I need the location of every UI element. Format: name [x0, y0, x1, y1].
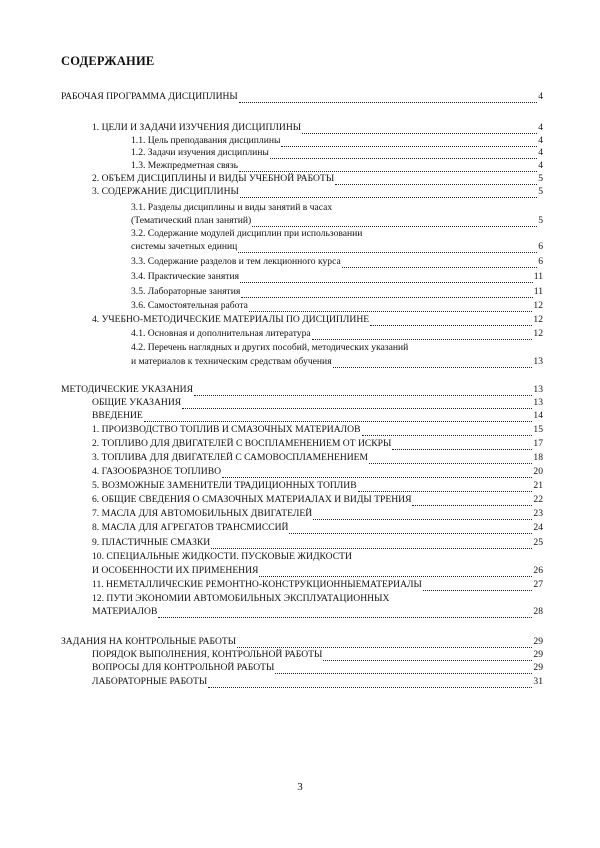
toc-entry-text: (Тематический план занятий)	[131, 215, 252, 226]
toc-entry-text: 9. ПЛАСТИЧНЫЕ СМАЗКИ	[92, 537, 211, 548]
toc-entry-page: 31	[533, 676, 543, 687]
toc-entry-page: 27	[533, 579, 543, 590]
toc-entry[interactable]	[92, 565, 543, 577]
toc-entry-page: 5	[538, 173, 543, 184]
toc-entry-page: 23	[533, 508, 543, 519]
toc-entry-text: 1. ЦЕЛИ И ЗАДАЧИ ИЗУЧЕНИЯ ДИСЦИПЛИНЫ	[92, 122, 302, 133]
toc-entry-page: 20	[533, 466, 543, 477]
toc-entry[interactable]	[92, 424, 543, 436]
toc-entry-text: 4. ГАЗООБРАЗНОЕ ТОПЛИВО	[92, 466, 222, 477]
toc-entry[interactable]	[131, 328, 543, 340]
toc-entry-text: 1. ПРОИЗВОДСТВО ТОПЛИВ И СМАЗОЧНЫХ МАТЕРИАЛОВ	[92, 424, 361, 435]
toc-entry[interactable]	[131, 286, 543, 298]
toc-entry[interactable]	[92, 466, 543, 478]
toc-entry[interactable]	[92, 676, 543, 688]
toc-entry[interactable]	[92, 122, 543, 134]
dot-leader	[240, 188, 537, 198]
toc-entry-page: 18	[533, 452, 543, 463]
toc-entry-text: 1.1. Цель преподавания дисциплины	[131, 135, 281, 146]
toc-entry-page: 13	[533, 356, 543, 367]
toc-entry[interactable]	[131, 241, 543, 253]
toc-entry[interactable]	[92, 173, 543, 185]
toc-entry-page: 15	[533, 424, 543, 435]
dot-leader	[275, 664, 532, 674]
toc-entry[interactable]	[92, 410, 543, 422]
dot-leader	[302, 124, 537, 134]
dot-leader	[252, 217, 537, 227]
toc-entry-text: 3.5. Лабораторные занятия	[131, 286, 241, 297]
dot-leader	[270, 149, 537, 159]
toc-entry-text: ВВЕДЕНИЕ	[92, 410, 143, 421]
toc-entry-text: 3.2. Содержание модулей дисциплин при использовании	[131, 228, 363, 239]
toc-entry-page: 12	[533, 328, 543, 339]
toc-entry-text: ЛАБОРАТОРНЫЕ РАБОТЫ	[92, 676, 208, 687]
toc-entry-text: системы зачетных единиц	[131, 241, 238, 252]
toc-entry[interactable]	[92, 494, 543, 506]
toc-entry-text: 10. СПЕЦИАЛЬНЫЕ ЖИДКОСТИ. ПУСКОВЫЕ ЖИДКОСТИ	[92, 551, 352, 562]
toc-entry[interactable]	[92, 508, 543, 520]
dot-leader	[259, 567, 532, 577]
dot-leader	[333, 358, 533, 368]
toc-entry-text: 3.4. Практические занятия	[131, 271, 240, 282]
toc-entry-page: 4	[538, 91, 543, 102]
toc-entry[interactable]	[92, 452, 543, 464]
toc-entry-page: 11	[533, 271, 543, 282]
toc-entry-page: 17	[533, 438, 543, 449]
toc-entry-page: 4	[538, 122, 543, 133]
toc-entry[interactable]	[131, 160, 543, 172]
dot-leader	[289, 524, 532, 534]
toc-entry[interactable]	[131, 135, 543, 147]
toc-entry-page: 6	[538, 256, 543, 267]
toc-entry-text: и материалов к техническим средствам обучения	[131, 356, 332, 367]
dot-leader	[369, 454, 532, 464]
toc-entry-text: РАБОЧАЯ ПРОГРАММА ДИСЦИПЛИНЫ	[61, 91, 238, 102]
toc-entry-text: 3. СОДЕРЖАНИЕ ДИСЦИПЛИНЫ	[92, 186, 239, 197]
dot-leader	[249, 302, 533, 312]
toc-entry-page: 22	[533, 494, 543, 505]
toc-entry-text: 6. ОБЩИЕ СВЕДЕНИЯ О СМАЗОЧНЫХ МАТЕРИАЛАХ И ВИДЫ ТРЕНИЯ	[92, 494, 412, 505]
toc-entry-text: 1.3. Межпредметная связь	[131, 160, 238, 171]
dot-leader	[281, 137, 537, 147]
dot-leader	[323, 651, 532, 661]
toc-entry-text: МЕТОДИЧЕСКИЕ УКАЗАНИЯ	[61, 384, 193, 395]
toc-entry-page: 4	[538, 135, 543, 146]
dot-leader	[241, 288, 532, 298]
toc-entry[interactable]	[92, 480, 543, 492]
dot-leader	[222, 468, 532, 478]
toc-entry-page: 28	[533, 606, 543, 617]
dot-leader	[370, 316, 532, 326]
dot-leader	[313, 510, 532, 520]
toc-entry-text: 12. ПУТИ ЭКОНОМИИ АВТОМОБИЛЬНЫХ ЭКСПЛУАТАЦИОННЫХ	[92, 593, 390, 604]
toc-entry-text: 4.2. Перечень наглядных и других пособий, методических указаний	[131, 342, 409, 353]
page-title: СОДЕРЖАНИЕ	[61, 54, 155, 68]
toc-entry-text: МАТЕРИАЛОВ	[92, 606, 158, 617]
toc-entry-text: 4. УЧЕБНО-МЕТОДИЧЕСКИЕ МАТЕРИАЛЫ ПО ДИСЦИПЛИНЕ	[92, 314, 370, 325]
dot-leader	[358, 482, 533, 492]
dot-leader	[182, 399, 532, 409]
toc-entry-text: 3.3. Содержание разделов и тем лекционного курса	[131, 256, 341, 267]
toc-entry[interactable]	[92, 314, 543, 326]
toc-entry-page: 5	[538, 186, 543, 197]
toc-entry-text: 2. ТОПЛИВО ДЛЯ ДВИГАТЕЛЕЙ С ВОСПЛАМЕНЕНИЕМ ОТ ИСКРЫ	[92, 438, 392, 449]
toc-entry[interactable]	[92, 522, 543, 534]
dot-leader	[239, 162, 537, 172]
page-number: 3	[297, 781, 303, 793]
dot-leader	[211, 539, 532, 549]
dot-leader	[392, 440, 532, 450]
toc-entry-text: 5. ВОЗМОЖНЫЕ ЗАМЕНИТЕЛИ ТРАДИЦИОННЫХ ТОПЛИВ	[92, 480, 357, 491]
toc-entry[interactable]	[92, 537, 543, 549]
toc-entry-page: 4	[538, 160, 543, 171]
dot-leader	[239, 93, 537, 103]
toc-entry-page: 12	[533, 300, 543, 311]
toc-entry-page: 24	[533, 522, 543, 533]
toc-entry[interactable]	[61, 91, 543, 103]
toc-entry[interactable]	[131, 215, 543, 227]
toc-entry[interactable]	[61, 384, 543, 396]
toc-entry[interactable]	[92, 397, 543, 409]
toc-entry[interactable]	[92, 662, 543, 674]
toc-entry-page: 26	[533, 565, 543, 576]
toc-entry-text: И ОСОБЕННОСТИ ИХ ПРИМЕНЕНИЯ	[92, 565, 259, 576]
toc-entry-text: 8. МАСЛА ДЛЯ АГРЕГАТОВ ТРАНСМИССИЙ	[92, 522, 289, 533]
dot-leader	[144, 412, 533, 422]
dot-leader	[237, 638, 532, 648]
toc-entry-text: 3. ТОПЛИВА ДЛЯ ДВИГАТЕЛЕЙ С САМОВОСПЛАМЕНЕНИЕМ	[92, 452, 369, 463]
toc-entry-text: 4.1. Основная и дополнительная литература	[131, 328, 311, 339]
toc-entry[interactable]	[92, 186, 543, 198]
dot-leader	[362, 426, 533, 436]
toc-entry-text: ЗАДАНИЯ НА КОНТРОЛЬНЫЕ РАБОТЫ	[61, 636, 237, 647]
toc-entry-page: 14	[533, 410, 543, 421]
toc-entry[interactable]	[131, 147, 543, 159]
toc-entry-page: 11	[533, 286, 543, 297]
dot-leader	[312, 330, 533, 340]
toc-entry[interactable]	[92, 606, 543, 618]
dot-leader	[194, 386, 532, 396]
toc-entry[interactable]	[131, 271, 543, 283]
toc-entry-page: 29	[533, 662, 543, 673]
toc-entry-page: 5	[538, 215, 543, 226]
toc-entry-page: 13	[533, 384, 543, 395]
toc-entry[interactable]	[61, 636, 543, 648]
dot-leader	[208, 678, 532, 688]
dot-leader	[412, 496, 532, 506]
toc-entry-text: 3.6. Самостоятельная работа	[131, 300, 248, 311]
toc-entry-page: 6	[538, 241, 543, 252]
toc-entry[interactable]	[131, 256, 543, 268]
toc-entry[interactable]	[92, 649, 543, 661]
toc-entry[interactable]	[131, 356, 543, 368]
toc-entry[interactable]	[92, 579, 543, 591]
toc-entry-page: 29	[533, 649, 543, 660]
dot-leader	[240, 273, 533, 283]
dot-leader	[335, 175, 537, 185]
dot-leader	[158, 608, 532, 618]
toc-entry-page: 29	[533, 636, 543, 647]
toc-entry-text: ВОПРОСЫ ДЛЯ КОНТРОЛЬНОЙ РАБОТЫ	[92, 662, 275, 673]
toc-entry-page: 12	[533, 314, 543, 325]
toc-entry-page: 13	[533, 397, 543, 408]
dot-leader	[423, 581, 533, 591]
toc-entry-text: 1.2. Задачи изучения дисциплины	[131, 147, 269, 158]
dot-leader	[342, 258, 537, 268]
toc-entry-page: 21	[533, 480, 543, 491]
toc-entry-page: 4	[538, 147, 543, 158]
toc-entry-text: ПОРЯДОК ВЫПОЛНЕНИЯ, КОНТРОЛЬНОЙ РАБОТЫ	[92, 649, 323, 660]
toc-entry-text: 3.1. Разделы дисциплины и виды занятий в часах	[131, 202, 333, 213]
toc-entry-text: 7. МАСЛА ДЛЯ АВТОМОБИЛЬНЫХ ДВИГАТЕЛЕЙ	[92, 508, 313, 519]
toc-entry[interactable]	[131, 300, 543, 312]
toc-entry-text: 2. ОБЪЕМ ДИСЦИПЛИНЫ И ВИДЫ УЧЕБНОЙ РАБОТЫ	[92, 173, 335, 184]
toc-entry[interactable]	[92, 438, 543, 450]
toc-entry-text: 11. НЕМЕТАЛЛИЧЕСКИЕ РЕМОНТНО-КОНСТРУКЦИОННЫЕМАТЕРИАЛЫ	[92, 579, 422, 590]
toc-entry-text: ОБЩИЕ УКАЗАНИЯ	[92, 397, 182, 408]
dot-leader	[238, 243, 537, 253]
toc-entry-page: 25	[533, 537, 543, 548]
